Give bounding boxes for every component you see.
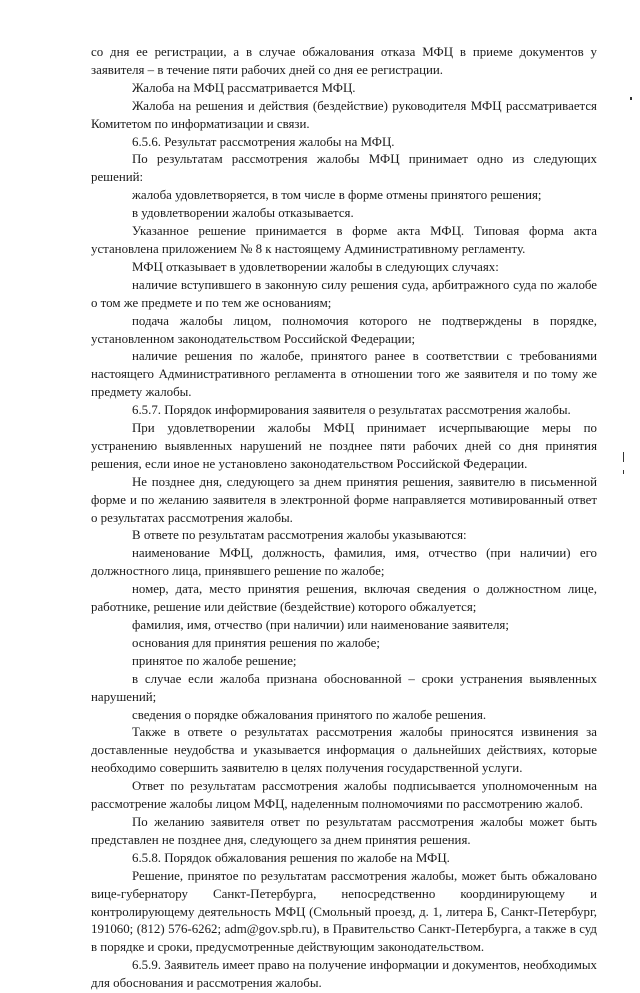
paragraph: Жалоба на МФЦ рассматривается МФЦ.	[132, 80, 356, 95]
section-heading: 6.5.6. Результат рассмотрения жалобы на МФЦ.	[132, 134, 395, 149]
paragraph: Жалоба на решения и действия (бездействие) руководителя МФЦ рассматривается Комитетом по информатизации и связи.	[91, 98, 597, 131]
paragraph: По желанию заявителя ответ по результатам рассмотрения жалобы может быть представлен не позднее дня, следующего за днем принятия решения.	[91, 814, 597, 847]
paragraph: В ответе по результатам рассмотрения жалобы указываются:	[132, 528, 467, 543]
list-item: подача жалобы лицом, полномочия которого не подтверждены в порядке, установленном законодательством Российской Федерации;	[91, 313, 597, 346]
document-body	[91, 44, 597, 993]
list-item: наличие вступившего в законную силу решения суда, арбитражного суда по жалобе о том же предмете и по тем же основаниям;	[91, 277, 597, 310]
paragraph: По результатам рассмотрения жалобы МФЦ принимает одно из следующих решений:	[91, 152, 597, 185]
list-item: номер, дата, место принятия решения, включая сведения о должностном лице, работнике, решение или действие (бездействие) которого обжалуется;	[91, 582, 597, 615]
paragraph: При удовлетворении жалобы МФЦ принимает исчерпывающие меры по устранению выявленных нарушений не позднее пяти рабочих дней со дня принятия решения, если иное не установлено законодательством Российской Федерации.	[91, 421, 597, 471]
scan-mark	[630, 97, 632, 100]
paragraph: Указанное решение принимается в форме акта МФЦ. Типовая форма акта установлена приложением № 8 к настоящему Административному регламенту.	[91, 224, 597, 256]
paragraph: со дня ее регистрации, а в случае обжалования отказа МФЦ в приеме документов у заявителя – в течение пяти рабочих дней со дня ее регистрации.	[91, 45, 597, 77]
list-item: принятое по жалобе решение;	[132, 653, 297, 668]
paragraph: Не позднее дня, следующего за днем принятия решения, заявителю в письменной форме и по желанию заявителя в электронной форме направляется мотивированный ответ о результатах рассмотрения жалобы.	[91, 474, 597, 525]
list-item: наличие решения по жалобе, принятого ранее в соответствии с требованиями настоящего Административного регламента в отношении того же заявителя и по тому же предмету жалобы.	[91, 349, 597, 400]
scan-mark	[623, 470, 624, 474]
paragraph: МФЦ отказывает в удовлетворении жалобы в следующих случаях:	[132, 259, 499, 274]
list-item: в случае если жалоба признана обоснованной – сроки устранения выявленных нарушений;	[91, 671, 597, 704]
scan-mark	[623, 452, 624, 462]
paragraph: Также в ответе о результатах рассмотрения жалобы приносятся извинения за доставленные неудобства и указывается информация о дальнейших действиях, которые необходимо совершить заявителю в целях получения государственной услуги.	[91, 725, 597, 776]
list-item: фамилия, имя, отчество (при наличии) или наименование заявителя;	[132, 618, 509, 632]
list-item: жалоба удовлетворяется, в том числе в форме отмены принятого решения;	[132, 188, 542, 203]
section-heading: 6.5.9. Заявитель имеет право на получение информации и документов, необходимых для обоснования и рассмотрения жалобы.	[91, 958, 597, 991]
section-heading: 6.5.7. Порядок информирования заявителя о результатах рассмотрения жалобы.	[132, 403, 571, 418]
paragraph: Ответ по результатам рассмотрения жалобы подписывается уполномоченным на рассмотрение жалобы лицом МФЦ, наделенным полномочиями по рассмотрению жалоб.	[91, 779, 597, 812]
section-heading: 6.5.8. Порядок обжалования решения по жалобе на МФЦ.	[132, 850, 450, 865]
paragraph: Решение, принятое по результатам рассмотрения жалобы, может быть обжаловано вице-губернатору Санкт-Петербурга, непосредственно координирующему и контролирующему деятельность МФЦ (Смольный проезд, д. 1, литера Б, Санкт-Петербург, 191060; (812) 576-6262; adm@gov.spb.ru), в Правительство Санкт-Петербурга, а также в суд в порядке и сроки, предусмотренные действующим законодательством.	[91, 868, 597, 955]
list-item: в удовлетворении жалобы отказывается.	[132, 206, 354, 221]
list-item: наименование МФЦ, должность, фамилия, имя, отчество (при наличии) его должностного лица, принявшего решение по жалобе;	[91, 546, 597, 579]
list-item: основания для принятия решения по жалобе;	[132, 635, 380, 650]
list-item: сведения о порядке обжалования принятого по жалобе решения.	[132, 707, 487, 722]
